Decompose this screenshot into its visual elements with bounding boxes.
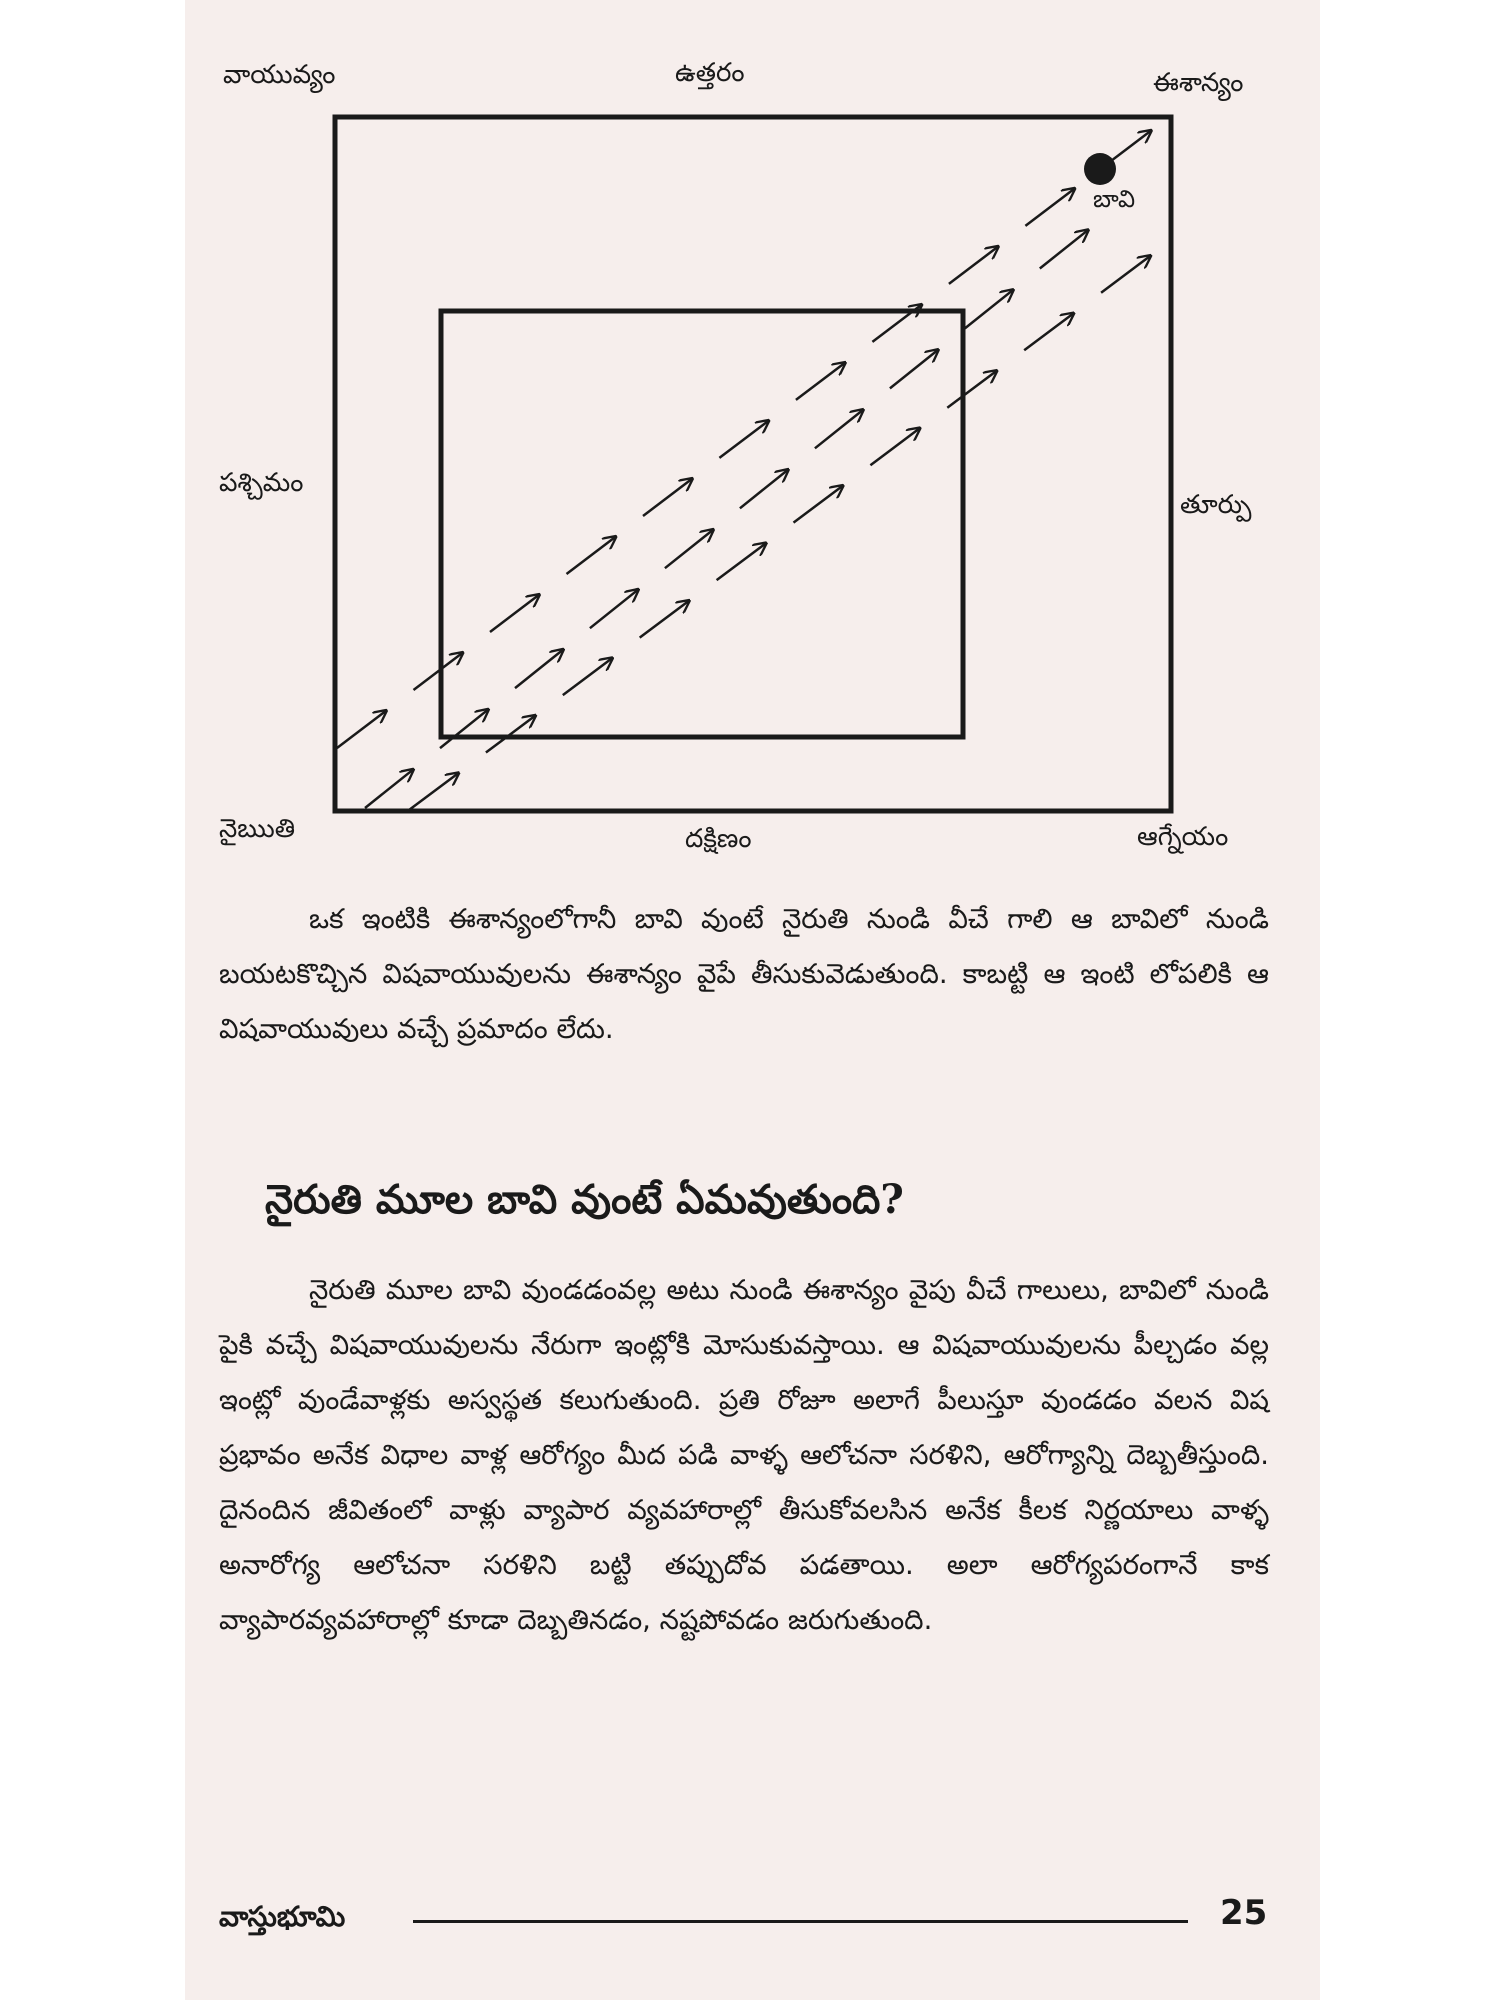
wind-arrow (640, 601, 690, 638)
direction-northwest: వాయువ్యం (223, 60, 336, 90)
book-page (185, 0, 1320, 2000)
vastu-wind-diagram (185, 0, 1320, 900)
wind-arrow (365, 769, 413, 808)
wind-arrow (1101, 256, 1151, 293)
wind-arrow (665, 530, 714, 569)
intro-paragraph: ఒక ఇంటికి ఈశాన్యంలోగానీ బావి వుంటే నైరుతి నుండి వీచే గాలి ఆ బావిలో నుండి బయటకొచ్చిన విషవాయువులను ఈశాన్యం వైపే తీసుకువెడుతుంది. కాబట్టి ఆ ఇంటి లోపలికి ఆ విషవాయువులు వచ్చే ప్రమాదం లేదు. (219, 903, 1269, 1045)
direction-northeast: ఈశాన్యం (1153, 68, 1244, 98)
wind-arrow (815, 410, 863, 449)
well-marker (1084, 153, 1116, 185)
wind-arrow (1025, 188, 1074, 226)
wind-arrow (643, 479, 692, 517)
direction-south: దక్షిణం (685, 824, 752, 854)
wind-arrow (337, 711, 386, 749)
direction-southeast: ఆగ్నేయం (1137, 822, 1229, 852)
wind-arrow (515, 649, 563, 688)
direction-east: తూర్పు (1180, 490, 1252, 520)
direction-southwest: నైఋతి (219, 814, 296, 844)
page-number: 25 (1220, 1893, 1268, 1933)
wind-arrow (965, 290, 1013, 329)
wind-arrow (947, 371, 997, 408)
wind-arrow (719, 421, 768, 458)
intro-paragraph-block (219, 892, 1269, 1057)
wind-arrow (440, 709, 488, 748)
direction-north: ఉత్తరం (675, 58, 745, 88)
wind-arrow (717, 543, 767, 580)
wind-arrow (870, 428, 920, 465)
footer-rule (413, 1920, 1188, 1923)
wind-arrow (794, 486, 844, 523)
footer-book-title: వాస్తుభూమి (219, 1900, 346, 1933)
wind-arrow (567, 537, 616, 575)
wind-arrow (414, 653, 463, 691)
well-label: బావి (1093, 185, 1136, 213)
wind-arrow (1040, 230, 1089, 269)
wind-arrow (890, 350, 938, 389)
section-heading: నైరుతి మూల బావి వుంటే ఏమవుతుంది? (265, 1176, 904, 1223)
wind-arrow (1024, 313, 1074, 350)
direction-west: పశ్చిమం (219, 468, 304, 498)
wind-arrow (563, 658, 613, 695)
section-paragraph-block (219, 1263, 1269, 1648)
wind-arrows (337, 130, 1151, 810)
wind-arrow (949, 246, 998, 284)
section-paragraph: నైరుతి మూల బావి వుండడంవల్ల అటు నుండి ఈశాన్యం వైపు వీచే గాలులు, బావిలో నుండి పైకి వచ్చే విషవాయువులను నేరుగా ఇంట్లోకి మోసుకువస్తాయి. ఆ విషవాయువులను పీల్చడం వల్ల ఇంట్లో వుండేవాళ్లకు అస్వస్థత కలుగుతుంది. ప్రతి రోజూ అలాగే పీలుస్తూ వుండడం వలన విష ప్రభావం అనేక విధాల వాళ్ల ఆరోగ్యం మీద పడి వాళ్ళ ఆలోచనా సరళిని, ఆరోగ్యాన్ని దెబ్బతీస్తుంది. దైనందిన జీవితంలో వాళ్లు వ్యాపార వ్యవహారాల్లో తీసుకోవలసిన అనేక కీలక నిర్ణయాలు వాళ్ళ అనారోగ్య ఆలోచనా సరళిని బట్టి తప్పుదోవ పడతాయి. అలా ఆరోగ్యపరంగానే కాక వ్యాపారవ్యవహారాల్లో కూడా దెబ్బతినడం, నష్టపోవడం జరుగుతుంది. (219, 1274, 1269, 1636)
wind-arrow (486, 715, 536, 752)
house-outline (441, 311, 963, 737)
wind-arrow (740, 470, 788, 509)
wind-arrow (409, 773, 459, 810)
wind-arrow (796, 363, 845, 400)
plot-boundary (335, 117, 1171, 811)
wind-arrow (590, 589, 639, 628)
wind-arrow (490, 595, 539, 633)
